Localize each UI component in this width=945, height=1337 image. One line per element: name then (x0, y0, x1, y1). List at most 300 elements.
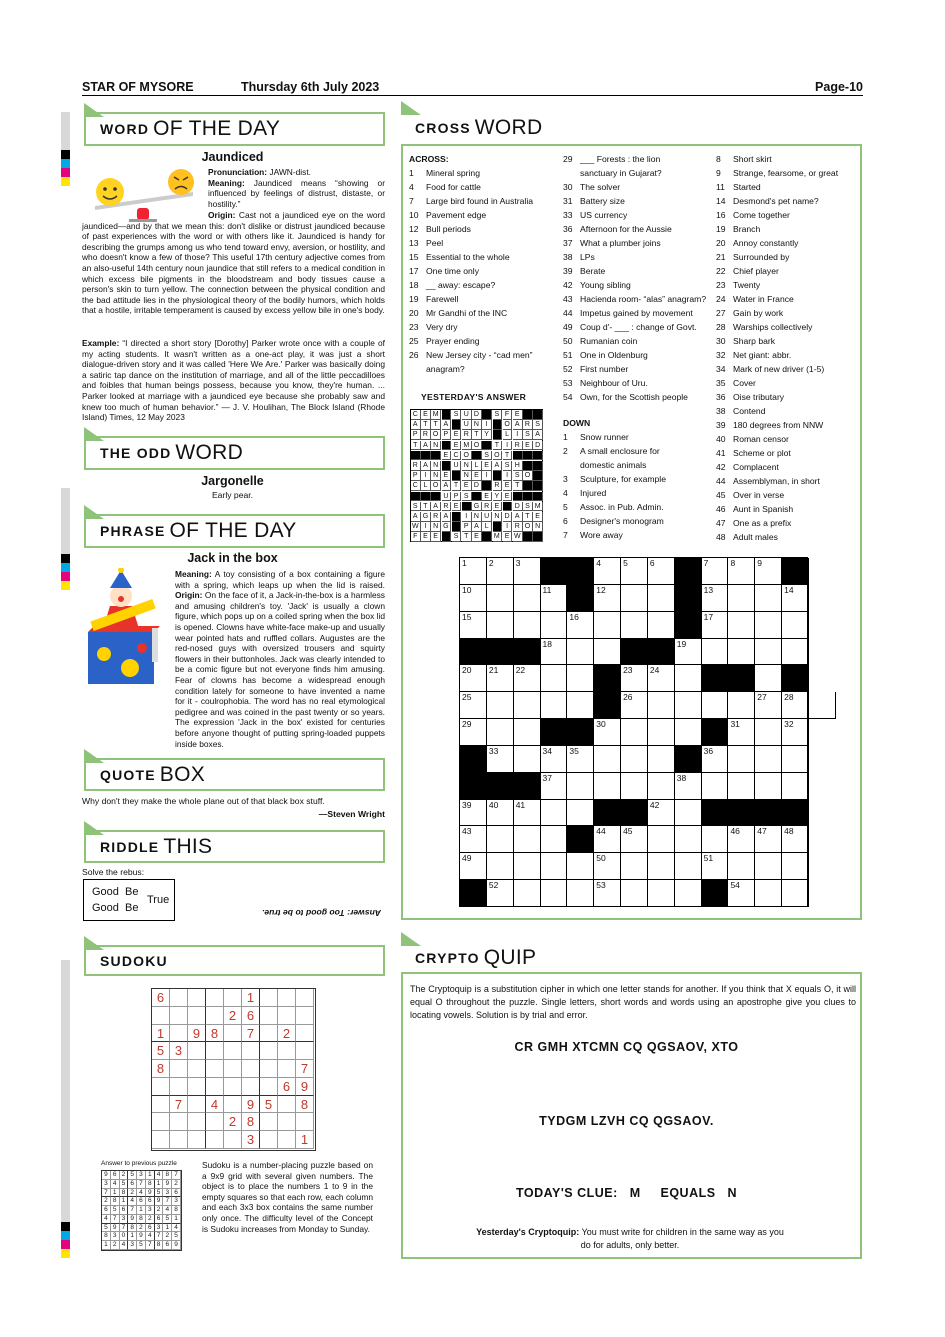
crossword-cell[interactable] (514, 612, 541, 639)
sudoku-cell[interactable] (188, 1007, 206, 1025)
crossword-cell[interactable] (648, 773, 675, 800)
crossword-cell[interactable] (675, 719, 702, 746)
crossword-cell[interactable]: 27 (755, 692, 782, 719)
sudoku-cell[interactable]: 8 (242, 1113, 260, 1131)
section-title-large: THIS (163, 834, 213, 858)
sudoku-cell[interactable] (188, 1131, 206, 1149)
clue-item: 43 Hacienda room- “alas” anagram? (563, 294, 707, 304)
crossword-cell[interactable] (594, 773, 621, 800)
crossword-cell[interactable]: 1 (460, 558, 487, 585)
crossword-cell[interactable] (648, 853, 675, 880)
crossword-cell[interactable] (782, 773, 809, 800)
crossword-black-cell (702, 719, 729, 746)
crossword-cell[interactable] (487, 585, 514, 612)
crossword-cell[interactable]: 48 (782, 826, 809, 853)
crossword-cell[interactable]: 33 (487, 746, 514, 773)
clue-item: 50 Rumanian coin (563, 336, 638, 346)
crossword-cell[interactable]: 14 (782, 585, 809, 612)
crossword-cell[interactable]: 5 (621, 558, 648, 585)
crossword-black-cell (702, 665, 729, 692)
crossword-cell[interactable] (675, 880, 702, 907)
margin-bar (61, 488, 70, 554)
crossword-cell[interactable]: 40 (487, 800, 514, 827)
sudoku-cell: 8 (172, 1206, 181, 1215)
sudoku-cell[interactable] (278, 1060, 296, 1078)
sudoku-cell[interactable] (278, 1042, 296, 1060)
yesterday-letter-cell: R (493, 481, 503, 491)
crossword-cell[interactable]: 32 (782, 719, 809, 746)
sudoku-cell: 2 (128, 1189, 137, 1198)
crossword-cell[interactable] (755, 746, 782, 773)
sudoku-cell: 2 (102, 1197, 111, 1206)
crossword-cell[interactable]: 19 (675, 639, 702, 666)
clue-item: 42 Young sibling (563, 280, 631, 290)
sudoku-cell[interactable] (170, 1025, 188, 1043)
crossword-cell[interactable] (541, 612, 568, 639)
crossword-cell[interactable] (782, 880, 809, 907)
sudoku-cell[interactable]: 9 (296, 1078, 314, 1096)
sudoku-cell[interactable] (242, 1060, 260, 1078)
crossword-cell[interactable] (755, 612, 782, 639)
crossword-cell[interactable]: 43 (460, 826, 487, 853)
crossword-cell[interactable]: 47 (755, 826, 782, 853)
sudoku-cell: 1 (102, 1241, 111, 1250)
sudoku-cell: 7 (111, 1215, 120, 1224)
sudoku-cell[interactable] (188, 1078, 206, 1096)
crossword-cell[interactable] (541, 692, 568, 719)
sudoku-cell: 4 (137, 1189, 146, 1198)
sudoku-cell: 1 (163, 1224, 172, 1233)
yesterday-letter-cell: G (472, 502, 482, 512)
crossword-cell[interactable] (782, 853, 809, 880)
crossword-cell[interactable]: 20 (460, 665, 487, 692)
crossword-cell[interactable] (621, 612, 648, 639)
yesterday-crossword-answer-grid (410, 409, 543, 542)
clue-item: 19 Branch (716, 224, 761, 234)
clue-item: 31 Battery size (563, 196, 625, 206)
crossword-cell[interactable] (755, 665, 782, 692)
crossword-cell[interactable]: 9 (755, 558, 782, 585)
crossword-cell[interactable] (621, 719, 648, 746)
crossword-cell[interactable] (755, 880, 782, 907)
sudoku-cell[interactable] (170, 1078, 188, 1096)
crossword-cell[interactable]: 23 (621, 665, 648, 692)
clue-item: 16 Come together (716, 210, 790, 220)
sudoku-cell[interactable] (278, 1131, 296, 1149)
yesterday-letter-cell: E (503, 492, 513, 502)
sudoku-cell[interactable] (242, 1042, 260, 1060)
sudoku-cell[interactable] (296, 1007, 314, 1025)
crossword-cell[interactable] (675, 692, 702, 719)
sudoku-cell[interactable]: 6 (278, 1078, 296, 1096)
yesterday-letter-cell: D (513, 502, 523, 512)
crossword-cell[interactable] (648, 826, 675, 853)
sudoku-cell[interactable]: 8 (152, 1060, 170, 1078)
sudoku-cell[interactable] (152, 1096, 170, 1114)
yesterday-black-cell (442, 441, 452, 451)
crossword-cell[interactable]: 31 (728, 719, 755, 746)
yesterday-black-cell (513, 492, 523, 502)
crossword-cell[interactable] (728, 773, 755, 800)
sudoku-cell[interactable] (224, 1078, 242, 1096)
yesterday-letter-cell: T (462, 532, 472, 542)
sudoku-cell[interactable] (296, 1042, 314, 1060)
yesterday-letter-cell: S (462, 492, 472, 502)
sudoku-cell[interactable] (296, 1113, 314, 1131)
crossword-grid[interactable] (459, 557, 808, 907)
sudoku-cell[interactable]: 1 (242, 989, 260, 1007)
crossword-cell[interactable]: 51 (702, 853, 729, 880)
crossword-cell[interactable] (487, 826, 514, 853)
crossword-cell[interactable] (567, 692, 594, 719)
yesterday-letter-cell: T (472, 430, 482, 440)
sudoku-cell: 1 (172, 1215, 181, 1224)
yesterday-letter-cell: T (452, 481, 462, 491)
yesterday-letter-cell: N (472, 420, 482, 430)
crossword-cell[interactable] (594, 612, 621, 639)
crossword-cell[interactable] (621, 746, 648, 773)
yesterday-letter-cell: R (462, 430, 472, 440)
crossword-cell[interactable] (755, 773, 782, 800)
yesterday-letter-cell: I (503, 471, 513, 481)
sudoku-cell[interactable] (206, 1060, 224, 1078)
crossword-cell[interactable] (514, 853, 541, 880)
sudoku-cell[interactable] (260, 1060, 278, 1078)
crossword-cell[interactable] (728, 612, 755, 639)
sudoku-cell[interactable]: 6 (152, 989, 170, 1007)
crossword-cell[interactable] (541, 800, 568, 827)
crossword-cell[interactable]: 53 (594, 880, 621, 907)
yesterday-black-cell (482, 481, 492, 491)
section-title-small: THE ODD (100, 445, 172, 461)
crossword-cell[interactable] (702, 773, 729, 800)
sudoku-cell[interactable] (260, 1025, 278, 1043)
sudoku-cell[interactable]: 1 (296, 1131, 314, 1149)
crossword-cell[interactable] (702, 692, 729, 719)
sudoku-cell[interactable] (206, 1078, 224, 1096)
crossword-cell[interactable] (782, 612, 809, 639)
sudoku-cell[interactable] (224, 1025, 242, 1043)
sudoku-cell[interactable]: 7 (296, 1060, 314, 1078)
sudoku-cell[interactable]: 8 (296, 1096, 314, 1114)
crossword-cell[interactable]: 26 (621, 692, 648, 719)
sudoku-cell[interactable] (224, 1096, 242, 1114)
sudoku-cell[interactable] (224, 1060, 242, 1078)
sudoku-cell[interactable] (206, 1007, 224, 1025)
crossword-cell[interactable] (675, 800, 702, 827)
sudoku-cell[interactable]: 9 (242, 1096, 260, 1114)
crossword-cell[interactable] (487, 719, 514, 746)
yesterday-letter-cell: L (421, 481, 431, 491)
yesterday-letter-cell: A (421, 461, 431, 471)
sudoku-cell[interactable] (242, 1078, 260, 1096)
crossword-cell[interactable] (487, 853, 514, 880)
yesterday-letter-cell: N (431, 522, 441, 532)
clue-item: 4 Food for cattle (409, 182, 481, 192)
sudoku-cell[interactable] (170, 1131, 188, 1149)
crossword-cell[interactable]: 54 (728, 880, 755, 907)
sudoku-cell[interactable] (224, 989, 242, 1007)
sudoku-cell: 2 (137, 1224, 146, 1233)
sudoku-cell[interactable] (170, 1060, 188, 1078)
crossword-cell[interactable] (755, 853, 782, 880)
sudoku-cell[interactable] (188, 989, 206, 1007)
crossword-cell[interactable] (621, 585, 648, 612)
crossword-black-cell (782, 800, 809, 827)
crossword-cell[interactable] (648, 612, 675, 639)
crossword-cell[interactable]: 39 (460, 800, 487, 827)
sudoku-cell[interactable] (296, 989, 314, 1007)
crossword-cell[interactable]: 30 (594, 719, 621, 746)
sudoku-cell: 4 (163, 1206, 172, 1215)
crossword-cell[interactable] (514, 692, 541, 719)
sudoku-cell[interactable] (170, 989, 188, 1007)
crossword-cell[interactable]: 29 (460, 719, 487, 746)
crossword-cell[interactable] (648, 585, 675, 612)
sudoku-cell[interactable] (152, 1113, 170, 1131)
crossword-cell[interactable]: 28 (782, 692, 809, 719)
sudoku-cell[interactable] (206, 1113, 224, 1131)
crossword-cell[interactable] (514, 826, 541, 853)
crossword-cell[interactable] (514, 746, 541, 773)
sudoku-cell: 4 (146, 1232, 155, 1241)
yesterday-black-cell (533, 461, 543, 471)
sudoku-cell[interactable]: 7 (170, 1096, 188, 1114)
crossword-cell[interactable] (782, 746, 809, 773)
crossword-cell[interactable] (648, 719, 675, 746)
crossword-cell[interactable] (567, 853, 594, 880)
crossword-cell[interactable]: 44 (594, 826, 621, 853)
crossword-cell[interactable]: 34 (541, 746, 568, 773)
sudoku-cell[interactable] (296, 1025, 314, 1043)
sudoku-cell[interactable]: 2 (224, 1113, 242, 1131)
sudoku-cell[interactable]: 8 (206, 1025, 224, 1043)
crossword-cell[interactable]: 21 (487, 665, 514, 692)
crossword-cell[interactable] (728, 853, 755, 880)
section-title-small: CROSS (415, 120, 471, 136)
sudoku-cell: 1 (137, 1206, 146, 1215)
sudoku-grid[interactable] (151, 988, 316, 1151)
odd-word-definition: Early pear. (211, 490, 254, 500)
previous-sudoku-answer-grid (101, 1170, 182, 1251)
crossword-cell[interactable]: 10 (460, 585, 487, 612)
crossword-cell[interactable]: 22 (514, 665, 541, 692)
sudoku-cell[interactable]: 5 (152, 1042, 170, 1060)
crossword-cell[interactable]: 45 (621, 826, 648, 853)
sudoku-cell[interactable] (170, 1113, 188, 1131)
sudoku-cell: 2 (155, 1206, 164, 1215)
crossword-cell[interactable] (648, 692, 675, 719)
crossword-cell[interactable]: 17 (702, 612, 729, 639)
crossword-cell[interactable]: 6 (648, 558, 675, 585)
sudoku-cell[interactable] (206, 989, 224, 1007)
crossword-cell[interactable]: 3 (514, 558, 541, 585)
crossword-cell[interactable]: 4 (594, 558, 621, 585)
crossword-cell[interactable]: 46 (728, 826, 755, 853)
crossword-cell[interactable]: 36 (702, 746, 729, 773)
crossword-cell[interactable] (755, 639, 782, 666)
crossword-cell[interactable]: 18 (541, 639, 568, 666)
crossword-cell[interactable] (648, 880, 675, 907)
crossword-cell[interactable]: 52 (487, 880, 514, 907)
crossword-cell[interactable] (567, 639, 594, 666)
yesterday-letter-cell: U (442, 492, 452, 502)
sudoku-cell[interactable] (278, 989, 296, 1007)
yesterday-letter-cell: S (493, 410, 503, 420)
crossword-cell[interactable] (809, 692, 836, 719)
sudoku-cell[interactable]: 7 (242, 1025, 260, 1043)
crossword-cell[interactable]: 8 (728, 558, 755, 585)
across-down-clues-column-2 (563, 152, 713, 542)
yesterday-letter-cell: O (523, 522, 533, 532)
sudoku-cell[interactable]: 3 (170, 1042, 188, 1060)
crossword-cell[interactable] (702, 826, 729, 853)
sudoku-cell[interactable] (152, 1131, 170, 1149)
crossword-cell[interactable]: 35 (567, 746, 594, 773)
sudoku-cell[interactable] (188, 1113, 206, 1131)
sudoku-cell[interactable] (260, 989, 278, 1007)
crossword-cell[interactable]: 13 (702, 585, 729, 612)
yesterday-letter-cell: E (462, 481, 472, 491)
crossword-cell[interactable] (755, 585, 782, 612)
crossword-cell[interactable] (675, 665, 702, 692)
crossword-cell[interactable] (487, 692, 514, 719)
quote-box-header (84, 758, 385, 791)
crossword-cell[interactable] (567, 880, 594, 907)
crossword-cell[interactable]: 50 (594, 853, 621, 880)
clue-item: domestic animals (580, 460, 647, 470)
sudoku-cell[interactable] (188, 1042, 206, 1060)
crossword-cell[interactable]: 11 (541, 585, 568, 612)
crossword-cell[interactable] (567, 773, 594, 800)
phrase-title: Jack in the box (187, 551, 278, 565)
word-of-day-title: Jaundiced (201, 150, 264, 164)
crossword-cell[interactable] (487, 612, 514, 639)
sudoku-cell: 4 (172, 1224, 181, 1233)
crossword-cell[interactable]: 24 (648, 665, 675, 692)
sudoku-cell[interactable]: 1 (152, 1025, 170, 1043)
crossword-cell[interactable]: 7 (702, 558, 729, 585)
sudoku-cell[interactable] (260, 1007, 278, 1025)
sudoku-cell[interactable] (206, 1042, 224, 1060)
sudoku-cell[interactable] (278, 1007, 296, 1025)
yesterday-letter-cell: T (513, 481, 523, 491)
crossword-cell[interactable] (621, 853, 648, 880)
sudoku-cell[interactable]: 5 (260, 1096, 278, 1114)
yesterday-letter-cell: O (431, 481, 441, 491)
crossword-cell[interactable] (675, 826, 702, 853)
clue-item: 53 Neighbour of Uru. (563, 378, 648, 388)
sudoku-cell[interactable] (188, 1096, 206, 1114)
sudoku-cell[interactable]: 2 (224, 1007, 242, 1025)
crossword-cell[interactable] (514, 719, 541, 746)
sudoku-cell[interactable] (260, 1078, 278, 1096)
crossword-black-cell (675, 612, 702, 639)
crossword-cell[interactable]: 38 (675, 773, 702, 800)
crossword-cell[interactable] (541, 665, 568, 692)
crossword-cell[interactable] (594, 746, 621, 773)
sudoku-cell[interactable]: 3 (242, 1131, 260, 1149)
sudoku-cell[interactable] (224, 1131, 242, 1149)
sudoku-cell[interactable] (152, 1078, 170, 1096)
sudoku-cell[interactable]: 6 (242, 1007, 260, 1025)
sudoku-cell: 9 (128, 1215, 137, 1224)
crossword-cell[interactable]: 42 (648, 800, 675, 827)
clue-item: 39 Berate (563, 266, 606, 276)
crossword-cell[interactable] (702, 639, 729, 666)
yesterday-letter-cell: H (513, 461, 523, 471)
crossword-cell[interactable] (567, 665, 594, 692)
sudoku-cell[interactable] (260, 1131, 278, 1149)
sudoku-cell[interactable] (278, 1096, 296, 1114)
crossword-cell[interactable]: 37 (541, 773, 568, 800)
crossword-cell[interactable] (567, 800, 594, 827)
crossword-cell[interactable]: 16 (567, 612, 594, 639)
crossword-cell[interactable] (648, 746, 675, 773)
sudoku-cell[interactable] (224, 1042, 242, 1060)
sudoku-cell[interactable] (206, 1131, 224, 1149)
crossword-cell[interactable] (541, 880, 568, 907)
yesterday-letter-cell: N (462, 471, 472, 481)
sudoku-cell[interactable] (170, 1007, 188, 1025)
crossword-cell[interactable] (728, 639, 755, 666)
crossword-cell[interactable] (728, 746, 755, 773)
clue-item: 46 Aunt in Spanish (716, 504, 794, 514)
sudoku-cell[interactable] (260, 1113, 278, 1131)
crossword-cell[interactable]: 25 (460, 692, 487, 719)
clue-item: 26 New Jersey city - “cad men” (409, 350, 533, 360)
sudoku-cell[interactable] (188, 1060, 206, 1078)
crossword-cell[interactable]: 12 (594, 585, 621, 612)
crossword-cell[interactable] (541, 826, 568, 853)
crossword-cell[interactable] (728, 692, 755, 719)
crossword-cell[interactable] (728, 585, 755, 612)
sudoku-cell[interactable] (152, 1007, 170, 1025)
yesterday-letter-cell: E (452, 430, 462, 440)
yesterday-black-cell (431, 492, 441, 502)
clue-item: 41 Scheme or plot (716, 448, 791, 458)
sudoku-cell[interactable]: 2 (278, 1025, 296, 1043)
sudoku-cell[interactable] (278, 1113, 296, 1131)
crossword-cell[interactable]: 2 (487, 558, 514, 585)
crossword-cell[interactable] (514, 585, 541, 612)
sudoku-cell[interactable]: 9 (188, 1025, 206, 1043)
crossword-cell[interactable] (594, 639, 621, 666)
yesterday-letter-cell: W (411, 523, 419, 531)
crossword-cell[interactable]: 41 (514, 800, 541, 827)
crossword-cell[interactable] (755, 719, 782, 746)
yesterday-letter-cell: F (503, 410, 513, 420)
crossword-cell[interactable]: 15 (460, 612, 487, 639)
crossword-cell[interactable] (621, 880, 648, 907)
yesterday-black-cell (493, 522, 503, 532)
yesterday-letter-cell: R (482, 502, 492, 512)
crossword-cell[interactable] (621, 773, 648, 800)
sudoku-cell: 6 (111, 1171, 120, 1180)
yesterday-letter-cell: P (442, 430, 452, 440)
sudoku-cell[interactable]: 4 (206, 1096, 224, 1114)
crossword-cell[interactable] (782, 639, 809, 666)
yesterday-letter-cell: E (533, 512, 543, 522)
crossword-cell[interactable]: 49 (460, 853, 487, 880)
yesterday-letter-cell: T (421, 420, 431, 430)
yesterday-letter-cell: M (533, 502, 543, 512)
sudoku-cell[interactable] (260, 1042, 278, 1060)
crossword-cell[interactable] (675, 853, 702, 880)
crossword-cell[interactable] (514, 880, 541, 907)
yesterday-black-cell (523, 481, 533, 491)
crossword-cell[interactable] (541, 853, 568, 880)
